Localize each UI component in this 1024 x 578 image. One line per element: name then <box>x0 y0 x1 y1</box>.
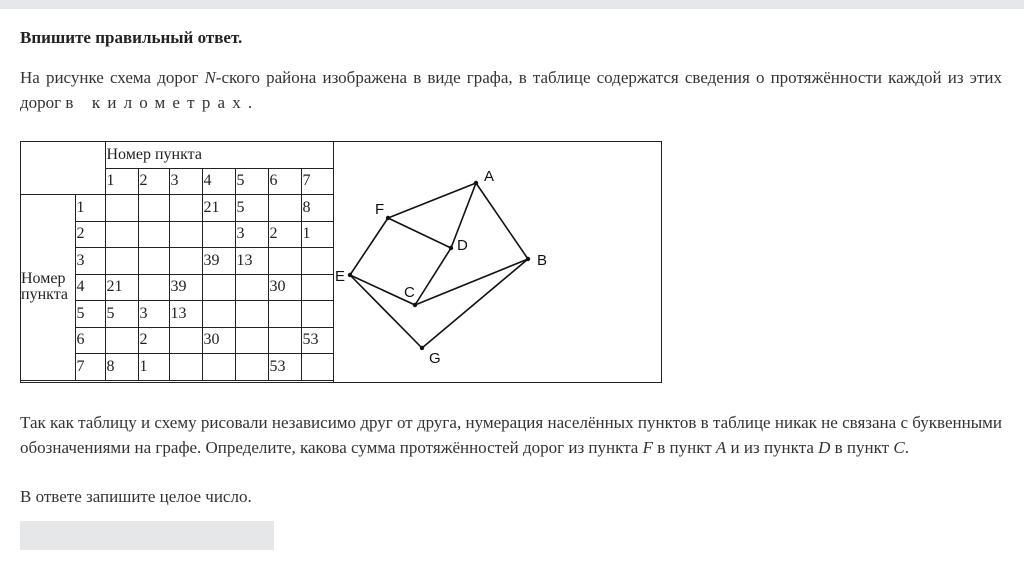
column-label: 6 <box>268 168 301 195</box>
distance-cell <box>105 221 138 248</box>
distance-cell <box>105 327 138 354</box>
row-label: 4 <box>75 274 105 301</box>
distance-cell: 30 <box>268 274 301 301</box>
column-label: 2 <box>138 168 169 195</box>
distance-cell: 1 <box>138 354 169 381</box>
distance-cell <box>301 248 333 275</box>
distance-cell <box>138 195 169 222</box>
row-header: Номер пункта <box>21 195 75 381</box>
graph-edge-c-b <box>415 259 528 305</box>
distance-cell: 21 <box>105 274 138 301</box>
graph-node-g <box>420 346 424 350</box>
graph-edge-g-b <box>422 259 528 348</box>
answer-input[interactable] <box>20 521 274 550</box>
distance-cell <box>202 301 235 328</box>
distance-cell <box>105 195 138 222</box>
distance-cell: 5 <box>105 301 138 328</box>
distance-cell: 3 <box>235 221 268 248</box>
distance-cell <box>138 248 169 275</box>
column-label: 1 <box>105 168 138 195</box>
graph-edge-a-b <box>476 183 528 259</box>
graph-node-label: D <box>457 237 468 254</box>
distance-cell: 1 <box>301 221 333 248</box>
row-label: 7 <box>75 354 105 381</box>
graph-svg <box>334 142 664 382</box>
graph-node-label: C <box>404 284 415 301</box>
row-label: 2 <box>75 221 105 248</box>
distance-cell <box>301 274 333 301</box>
graph-edge-f-d <box>388 218 451 248</box>
row-label: 6 <box>75 327 105 354</box>
distance-cell <box>169 354 202 381</box>
answer-instruction: В ответе запишите целое число. <box>20 487 252 506</box>
distance-cell <box>138 221 169 248</box>
distance-cell: 39 <box>202 248 235 275</box>
column-label: 3 <box>169 168 202 195</box>
graph-node-label: E <box>335 268 346 285</box>
graph-edge-f-e <box>350 218 388 275</box>
distance-cell: 13 <box>235 248 268 275</box>
graph-edge-f-a <box>388 183 476 218</box>
graph-node-label: F <box>375 201 385 218</box>
distance-cell <box>235 274 268 301</box>
distance-cell <box>202 221 235 248</box>
graph-node-label: G <box>429 350 441 367</box>
distance-cell <box>301 301 333 328</box>
distance-cell <box>268 248 301 275</box>
distance-cell <box>169 248 202 275</box>
top-bar <box>0 0 1024 9</box>
distance-cell <box>235 327 268 354</box>
distance-cell: 21 <box>202 195 235 222</box>
distance-cell <box>169 195 202 222</box>
table-corner <box>21 142 105 195</box>
distance-cell: 5 <box>235 195 268 222</box>
distance-cell <box>235 301 268 328</box>
task-figure <box>20 141 662 383</box>
road-graph <box>333 142 664 382</box>
graph-node-label: A <box>484 168 495 185</box>
distance-cell <box>138 274 169 301</box>
distance-cell <box>105 248 138 275</box>
distance-cell <box>268 327 301 354</box>
graph-node-label: B <box>537 252 548 269</box>
distance-cell <box>235 354 268 381</box>
task-heading: Впишите правильный ответ. <box>20 28 243 47</box>
graph-node-d <box>449 246 453 250</box>
table-row <box>21 195 333 222</box>
distance-cell: 53 <box>301 327 333 354</box>
distance-cell <box>268 301 301 328</box>
graph-node-f <box>386 216 390 220</box>
distance-cell: 2 <box>268 221 301 248</box>
column-label: 7 <box>301 168 333 195</box>
graph-node-b <box>526 257 530 261</box>
graph-node-e <box>348 273 352 277</box>
distance-table <box>21 142 334 381</box>
distance-cell <box>301 354 333 381</box>
row-label: 1 <box>75 195 105 222</box>
distance-cell <box>169 327 202 354</box>
distance-cell <box>268 195 301 222</box>
distance-cell: 13 <box>169 301 202 328</box>
distance-cell: 3 <box>138 301 169 328</box>
column-label: 5 <box>235 168 268 195</box>
column-label: 4 <box>202 168 235 195</box>
distance-cell: 39 <box>169 274 202 301</box>
distance-cell <box>169 221 202 248</box>
distance-cell: 53 <box>268 354 301 381</box>
distance-cell: 30 <box>202 327 235 354</box>
distance-cell: 8 <box>301 195 333 222</box>
row-label: 5 <box>75 301 105 328</box>
task-intro: На рисунке схема дорог N-ского района изображена в виде графа, в таблице содержатся сведения о протяжённости каждой из этих дорог в километрах. <box>20 68 1002 112</box>
graph-edge-d-c <box>415 248 451 305</box>
column-header: Номер пункта <box>105 142 333 168</box>
distance-cell: 8 <box>105 354 138 381</box>
distance-cell: 2 <box>138 327 169 354</box>
distance-cell <box>202 274 235 301</box>
distance-cell <box>202 354 235 381</box>
graph-node-a <box>474 181 478 185</box>
graph-node-c <box>413 303 417 307</box>
row-label: 3 <box>75 248 105 275</box>
task-question: Так как таблицу и схему рисовали независимо друг от друга, нумерация населённых пунктов в таблице никак не связана с буквенными обозначениями на графе. Определите, какова сумма протяжённостей дорог из пункта F в пункт A и из пункта D в пункт C. <box>20 413 1002 457</box>
